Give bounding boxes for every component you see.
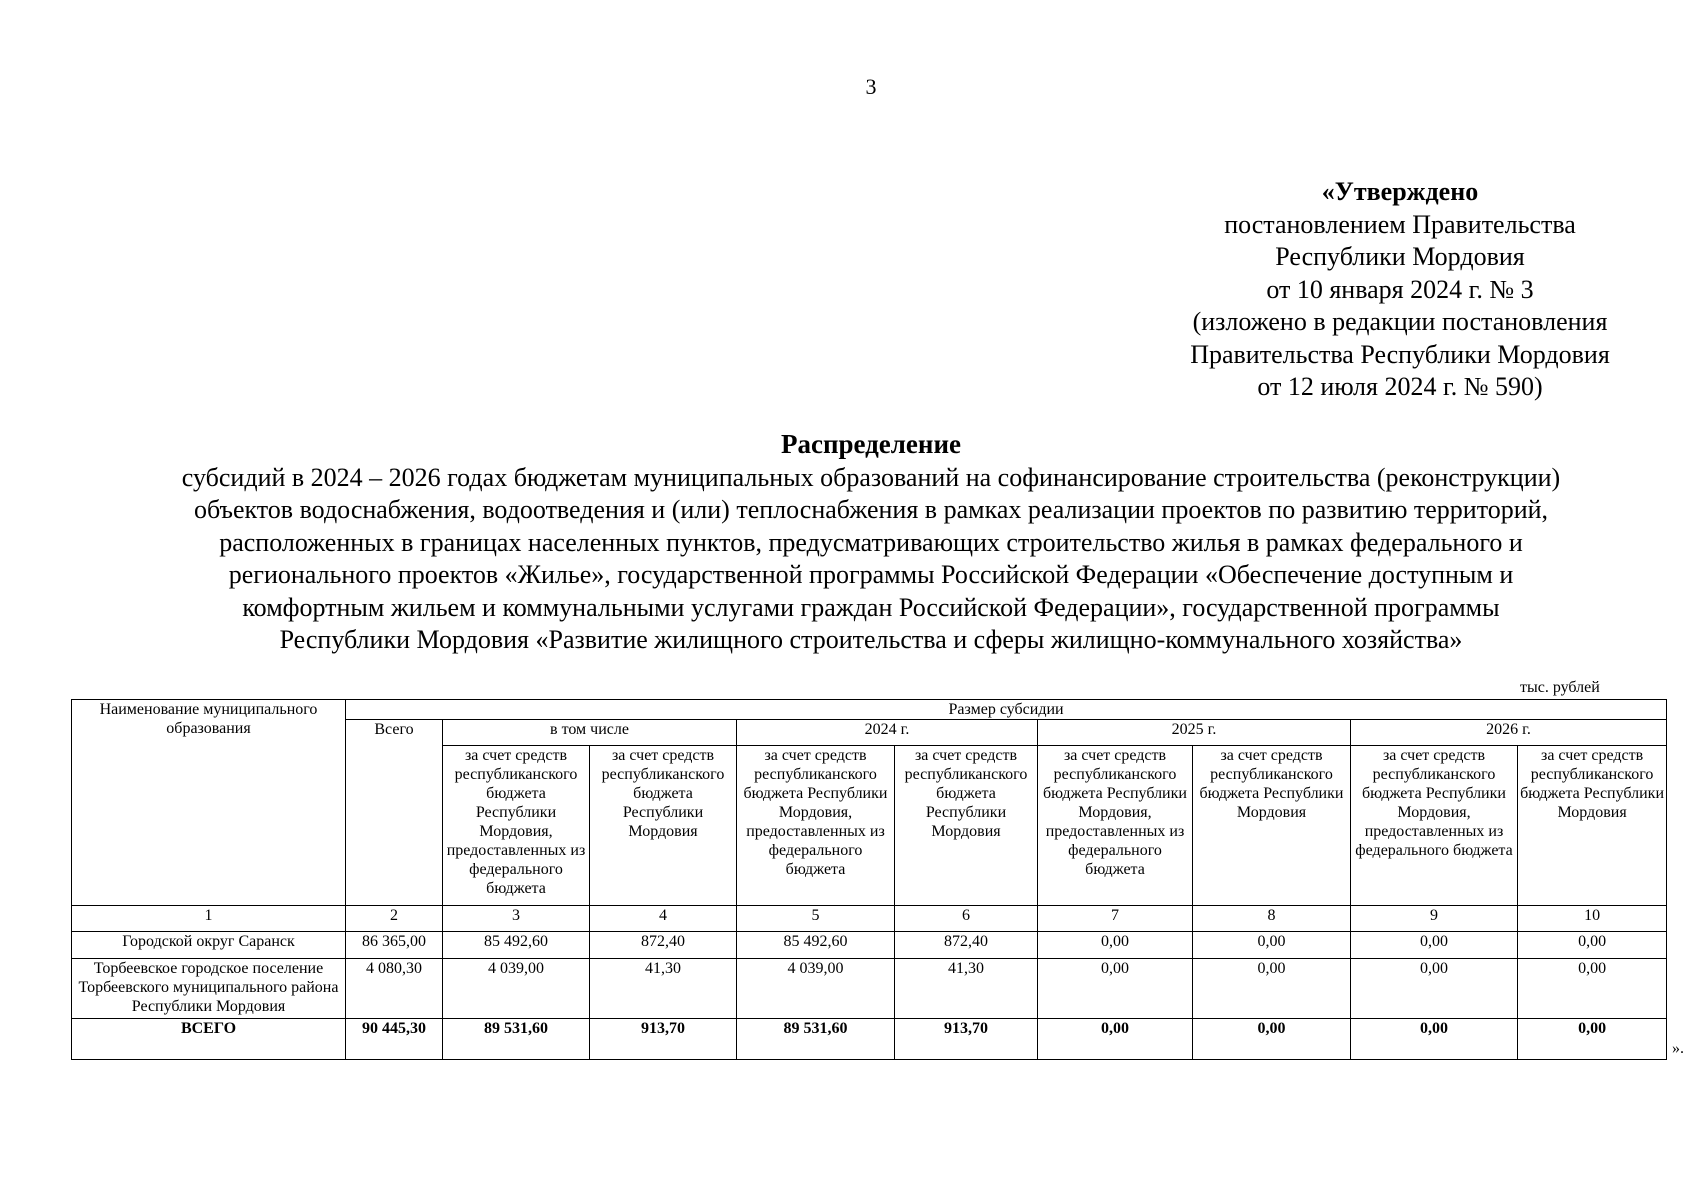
total-value: 89 531,60 (737, 1019, 895, 1060)
row-name: Городской округ Саранск (72, 932, 346, 959)
total-value: 0,00 (1038, 1019, 1193, 1060)
total-value: 89 531,60 (443, 1019, 590, 1060)
cell-value: 0,00 (1193, 932, 1351, 959)
column-number-row (72, 906, 1667, 932)
header-federal-source: за счет средств республиканского бюджета Республики Мордовия, предоставленных из федерального бюджета (1038, 746, 1193, 906)
cell-value: 872,40 (590, 932, 737, 959)
approval-stamp (1090, 176, 1697, 404)
column-number: 9 (1351, 906, 1518, 932)
header-year-2024: 2024 г. (737, 720, 1038, 746)
header-municipality: Наименование муниципального образования (72, 700, 346, 906)
closing-quote-mark: ». (1672, 1040, 1684, 1057)
cell-value: 4 080,30 (346, 959, 443, 1019)
total-value: 0,00 (1351, 1019, 1518, 1060)
cell-value: 0,00 (1038, 932, 1193, 959)
title-line: комфортным жильем и коммунальными услугами граждан Российской Федерации», государственной программы (242, 592, 1500, 622)
cell-value: 0,00 (1351, 959, 1518, 1019)
approval-line: Правительства Республики Мордовия (1190, 339, 1610, 369)
cell-value: 85 492,60 (737, 932, 895, 959)
column-number: 5 (737, 906, 895, 932)
header-regional-source: за счет средств республиканского бюджета Республики Мордовия (1518, 746, 1667, 906)
total-value: 0,00 (1518, 1019, 1667, 1060)
header-regional-source: за счет средств республиканского бюджета Республики Мордовия (895, 746, 1038, 906)
title-line: объектов водоснабжения, водоотведения и (или) теплоснабжения в рамках реализации проектов по развитию территорий, (193, 495, 1549, 524)
approval-line: от 10 января 2024 г. № 3 (1266, 274, 1534, 304)
subsidy-table (71, 699, 1667, 1060)
header-including: в том числе (443, 720, 737, 746)
title-line: Республики Мордовия «Развитие жилищного строительства и сферы жилищно-коммунального хозяйства» (279, 625, 1463, 654)
header-total: Всего (346, 720, 443, 906)
cell-value: 85 492,60 (443, 932, 590, 959)
title-line: регионального проектов «Жилье», государственной программы Российской Федерации «Обеспечение доступным и (228, 560, 1514, 589)
cell-value: 4 039,00 (443, 959, 590, 1019)
cell-value: 86 365,00 (346, 932, 443, 959)
header-federal-source: за счет средств республиканского бюджета Республики Мордовия, предоставленных из федерального бюджета (1351, 746, 1518, 906)
page-number: 3 (865, 74, 877, 99)
header-row (72, 700, 1667, 720)
document-title (40, 428, 1697, 657)
column-number: 3 (443, 906, 590, 932)
approval-line: постановлением Правительства (1224, 209, 1576, 239)
row-name: Торбеевское городское поселение Торбеевского муниципального района Республики Мордовия (72, 959, 346, 1019)
approval-line: от 12 июля 2024 г. № 590) (1257, 372, 1543, 401)
column-number: 8 (1193, 906, 1351, 932)
table-row (72, 959, 1667, 1019)
header-year-2026: 2026 г. (1351, 720, 1667, 746)
total-label: ВСЕГО (72, 1019, 346, 1060)
approval-line: (изложено в редакции постановления (1192, 307, 1608, 336)
column-number: 2 (346, 906, 443, 932)
total-value: 913,70 (590, 1019, 737, 1060)
total-row (72, 1019, 1667, 1060)
cell-value: 0,00 (1038, 959, 1193, 1019)
total-value: 913,70 (895, 1019, 1038, 1060)
column-number: 6 (895, 906, 1038, 932)
title-line: субсидий в 2024 – 2026 годах бюджетам муниципальных образований на софинансирование строительства (реконструкции) (181, 462, 1561, 492)
column-number: 10 (1518, 906, 1667, 932)
header-regional-source: за счет средств республиканского бюджета Республики Мордовия (590, 746, 737, 906)
title-heading: Распределение (780, 429, 962, 459)
column-number: 1 (72, 906, 346, 932)
table-row (72, 932, 1667, 959)
total-value: 90 445,30 (346, 1019, 443, 1060)
cell-value: 41,30 (590, 959, 737, 1019)
cell-value: 4 039,00 (737, 959, 895, 1019)
header-federal-source: за счет средств республиканского бюджета Республики Мордовия, предоставленных из федерального бюджета (737, 746, 895, 906)
column-number: 7 (1038, 906, 1193, 932)
approval-title: «Утверждено (1321, 177, 1479, 206)
cell-value: 0,00 (1193, 959, 1351, 1019)
header-federal-source: за счет средств республиканского бюджета Республики Мордовия, предоставленных из федерального бюджета (443, 746, 590, 906)
header-subsidy-size: Размер субсидии (346, 700, 1667, 720)
header-regional-source: за счет средств республиканского бюджета Республики Мордовия (1193, 746, 1351, 906)
units-label: тыс. рублей (1520, 679, 1600, 696)
column-number: 4 (590, 906, 737, 932)
cell-value: 0,00 (1351, 932, 1518, 959)
approval-line: Республики Мордовия (1275, 242, 1525, 271)
title-line: расположенных в границах населенных пунктов, предусматривающих строительство жилья в рамках федерального и (219, 527, 1523, 557)
cell-value: 872,40 (895, 932, 1038, 959)
total-value: 0,00 (1193, 1019, 1351, 1060)
header-year-2025: 2025 г. (1038, 720, 1351, 746)
cell-value: 0,00 (1518, 932, 1667, 959)
cell-value: 0,00 (1518, 959, 1667, 1019)
cell-value: 41,30 (895, 959, 1038, 1019)
